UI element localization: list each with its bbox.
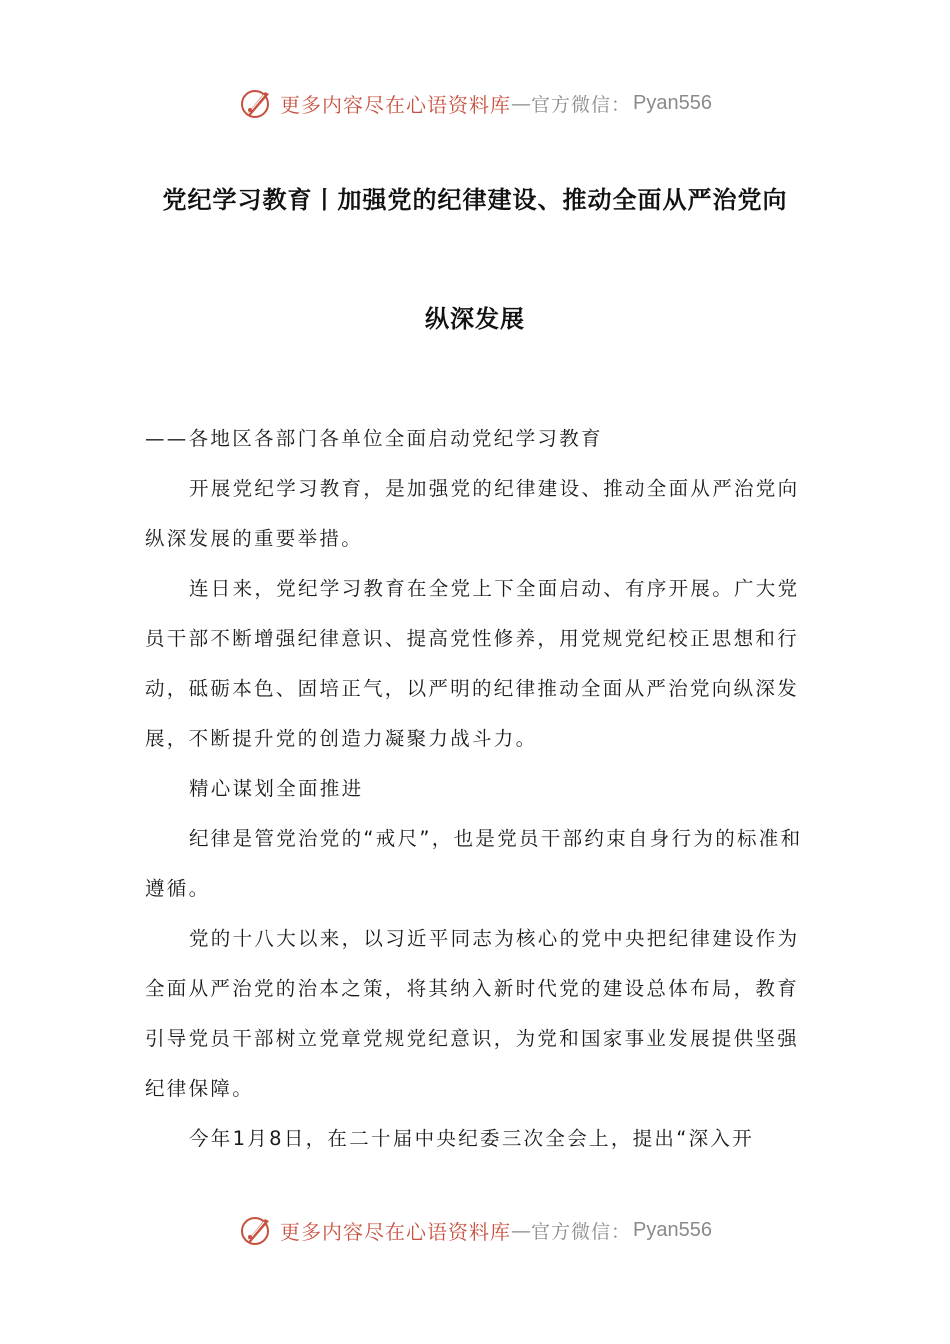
body-paragraph: 纪律是管党治党的“戒尺”，也是党员干部约束自身行为的标准和遵循。 bbox=[145, 827, 803, 900]
header-watermark-banner bbox=[0, 83, 950, 123]
document-title-line-1: 党纪学习教育丨加强党的纪律建设、推动全面从严治党向 bbox=[162, 186, 788, 214]
document-body bbox=[145, 414, 807, 1164]
watermark-site-name: 更多内容尽在心语资料库 bbox=[280, 92, 511, 117]
body-paragraph: 开展党纪学习教育，是加强党的纪律建设、推动全面从严治党向纵深发展的重要举措。 bbox=[145, 477, 800, 550]
watermark-wechat-label: 官方微信： bbox=[531, 1220, 632, 1243]
body-paragraph: 今年1月8日，在二十届中央纪委三次全会上，提出“深入开 bbox=[189, 1127, 755, 1150]
footer-watermark-banner bbox=[0, 1210, 950, 1250]
body-paragraph: 连日来，党纪学习教育在全党上下全面启动、有序开展。广大党员干部不断增强纪律意识、提高党性修养，用党规党纪校正思想和行动，砥砺本色、固培正气，以严明的纪律推动全面从严治党向纵深发展，不断提升党的创造力凝聚力战斗力。 bbox=[145, 577, 800, 750]
quill-pen-logo-icon bbox=[238, 85, 274, 121]
watermark-separator: — bbox=[511, 91, 531, 115]
subtitle-paragraph: ——各地区各部门各单位全面启动党纪学习教育 bbox=[145, 427, 603, 450]
watermark-wechat-label: 官方微信： bbox=[531, 93, 632, 116]
watermark-site-name: 更多内容尽在心语资料库 bbox=[280, 1219, 511, 1244]
watermark-wechat-handle: Pyan556 bbox=[633, 91, 712, 114]
watermark-wechat-handle: Pyan556 bbox=[633, 1218, 712, 1241]
quill-pen-logo-icon bbox=[238, 1212, 274, 1248]
section-heading: 精心谋划全面推进 bbox=[189, 777, 364, 800]
watermark-separator: — bbox=[511, 1218, 531, 1242]
body-paragraph: 党的十八大以来，以习近平同志为核心的党中央把纪律建设作为全面从严治党的治本之策，将其纳入新时代党的建设总体布局，教育引导党员干部树立党章党规党纪意识，为党和国家事业发展提供坚强纪律保障。 bbox=[145, 927, 800, 1100]
document-title-line-2: 纵深发展 bbox=[425, 305, 525, 333]
